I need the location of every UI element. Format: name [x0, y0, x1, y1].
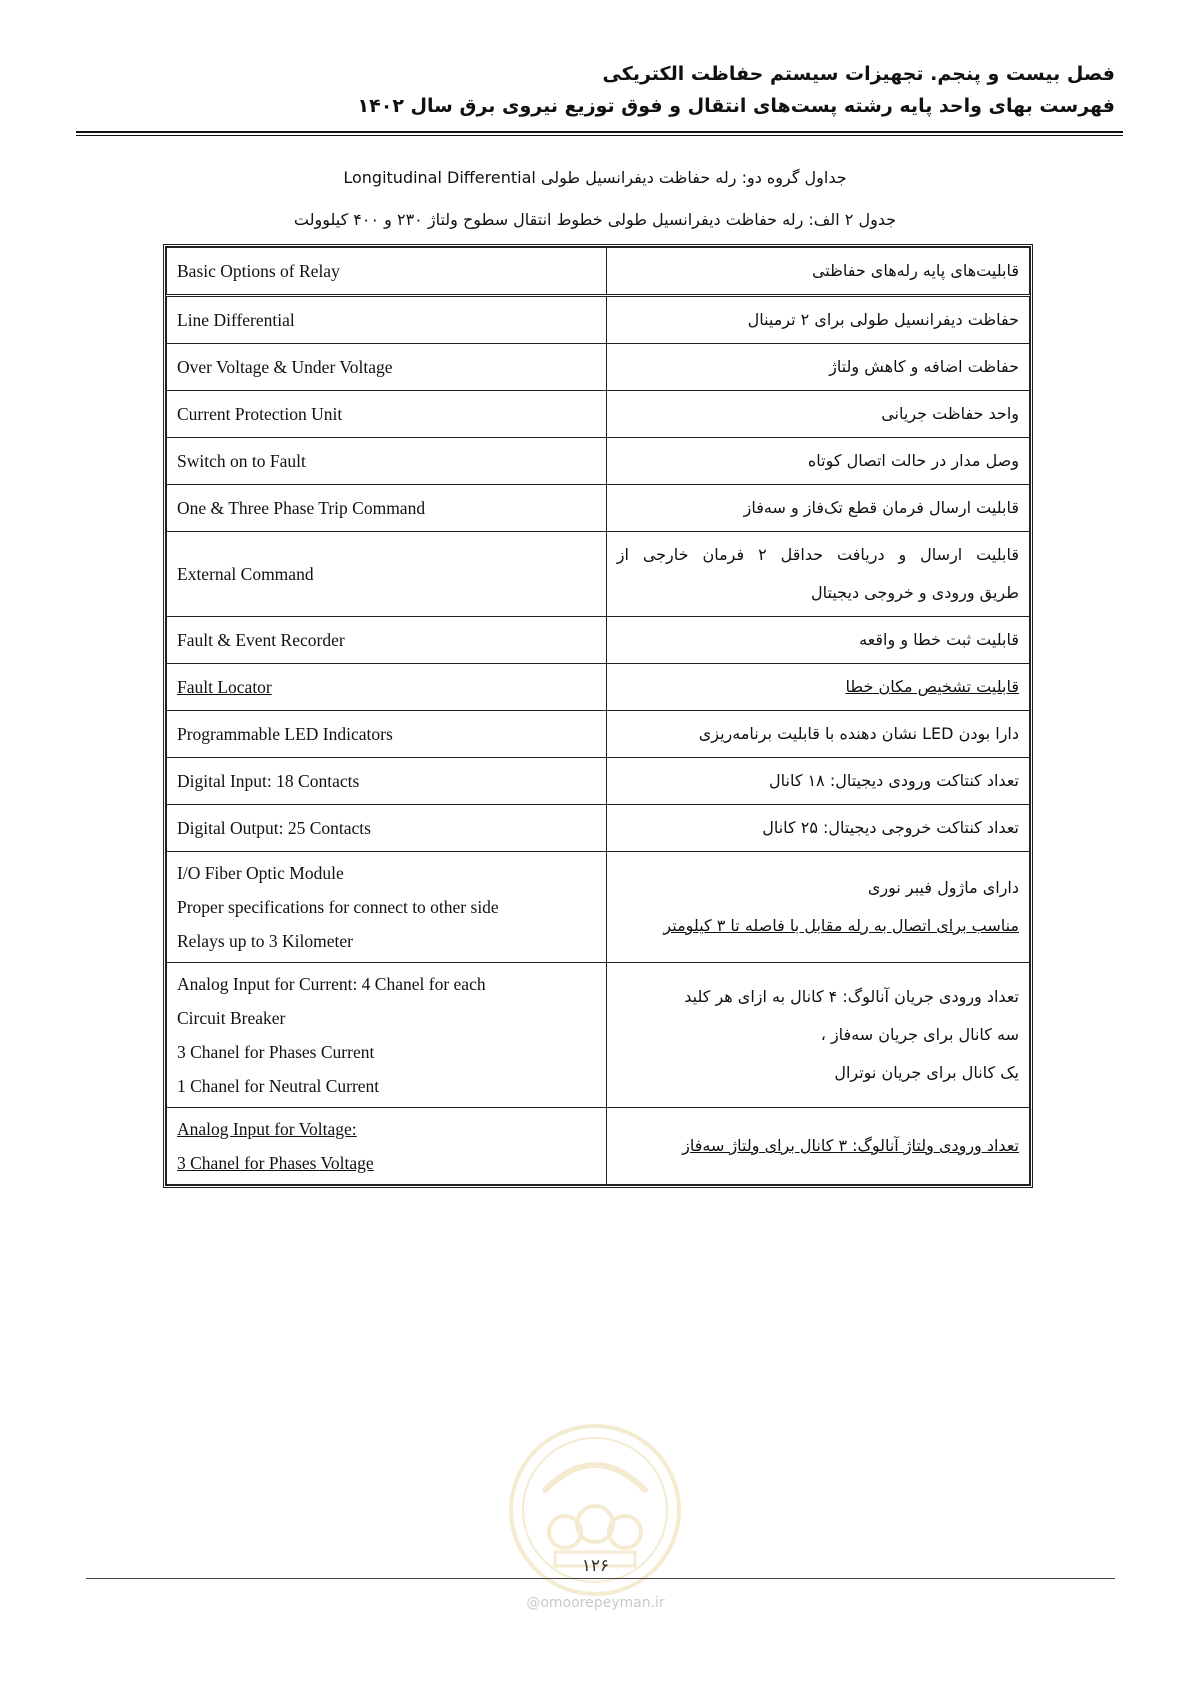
- persian-cell: حفاظت اضافه و کاهش ولتاژ: [606, 344, 1029, 391]
- table-row: [167, 532, 1030, 617]
- english-cell: Basic Options of Relay: [167, 248, 607, 296]
- english-cell: Fault Locator: [167, 664, 607, 711]
- persian-cell: قابلیت ثبت خطا و واقعه: [606, 617, 1029, 664]
- page-header: [65, 58, 1115, 122]
- english-cell: I/O Fiber Optic Module Proper specifications for connect to other side Relays up to 3 Kilometer: [167, 852, 607, 963]
- english-cell: Switch on to Fault: [167, 438, 607, 485]
- persian-cell: دارا بودن LED نشان دهنده با قابلیت برنامه‌ریزی: [606, 711, 1029, 758]
- table-row: [167, 711, 1030, 758]
- page-number: ۱۲۶: [581, 1556, 610, 1576]
- table-row: [167, 391, 1030, 438]
- chapter-title: فصل بیست و پنجم. تجهیزات سیستم حفاظت الکتریکی: [602, 63, 1115, 85]
- english-cell: One & Three Phase Trip Command: [167, 485, 607, 532]
- persian-cell: وصل مدار در حالت اتصال کوتاه: [606, 438, 1029, 485]
- english-cell: Over Voltage & Under Voltage: [167, 344, 607, 391]
- table-row: [167, 758, 1030, 805]
- english-cell: External Command: [167, 532, 607, 617]
- english-cell: Analog Input for Voltage: 3 Chanel for Phases Voltage: [167, 1108, 607, 1185]
- persian-cell: تعداد کنتاکت خروجی دیجیتال: ۲۵ کانال: [606, 805, 1029, 852]
- english-cell: Digital Output: 25 Contacts: [167, 805, 607, 852]
- document-title: فهرست بهای واحد پایه رشته پست‌های انتقال و فوق توزیع نیروی برق سال ۱۴۰۲: [357, 95, 1115, 117]
- header-divider-thin: [76, 135, 1123, 136]
- persian-cell: تعداد کنتاکت ورودی دیجیتال: ۱۸ کانال: [606, 758, 1029, 805]
- persian-cell: تعداد ورودی ولتاژ آنالوگ: ۳ کانال برای ولتاژ سه‌فاز: [606, 1108, 1029, 1185]
- persian-cell: قابلیت تشخیص مکان خطا: [606, 664, 1029, 711]
- english-cell: Digital Input: 18 Contacts: [167, 758, 607, 805]
- group-caption: جداول گروه دو: رله حفاظت دیفرانسیل طولی Longitudinal Differential: [343, 168, 847, 187]
- table-row: [167, 805, 1030, 852]
- persian-cell: تعداد ورودی جریان آنالوگ: ۴ کانال به ازای هر کلید سه کانال برای جریان سه‌فاز ، یک کانال برای جریان نوترال: [606, 963, 1029, 1108]
- table-row: [167, 296, 1030, 344]
- english-cell: Current Protection Unit: [167, 391, 607, 438]
- persian-cell: قابلیت‌های پایه رله‌های حفاظتی: [606, 248, 1029, 296]
- english-cell: Line Differential: [167, 296, 607, 344]
- english-cell: Fault & Event Recorder: [167, 617, 607, 664]
- english-cell: Analog Input for Current: 4 Chanel for each Circuit Breaker 3 Chanel for Phases Current 1 Chanel for Neutral Current: [167, 963, 607, 1108]
- persian-cell: واحد حفاظت جریانی: [606, 391, 1029, 438]
- header-divider: [76, 131, 1123, 133]
- persian-cell: حفاظت دیفرانسیل طولی برای ۲ ترمینال: [606, 296, 1029, 344]
- table-row: [167, 963, 1030, 1108]
- table-row: [167, 344, 1030, 391]
- footer-divider: [86, 1578, 1115, 1579]
- table-row: [167, 485, 1030, 532]
- english-cell: Programmable LED Indicators: [167, 711, 607, 758]
- table-row: [167, 852, 1030, 963]
- persian-cell: قابلیت ارسال و دریافت حداقل ۲ فرمان خارجی از طریق ورودی و خروجی دیجیتال: [606, 532, 1029, 617]
- table-row: [167, 248, 1030, 296]
- table-row: [167, 664, 1030, 711]
- persian-cell: قابلیت ارسال فرمان قطع تک‌فاز و سه‌فاز: [606, 485, 1029, 532]
- table-row: [167, 1108, 1030, 1185]
- persian-cell: دارای ماژول فیبر نوری مناسب برای اتصال به رله مقابل با فاصله تا ۳ کیلومتر: [606, 852, 1029, 963]
- table-row: [167, 438, 1030, 485]
- table-row: [167, 617, 1030, 664]
- spec-table: [163, 244, 1033, 1188]
- table-caption: جدول ۲ الف: رله حفاظت دیفرانسیل طولی خطوط انتقال سطوح ولتاژ ۲۳۰ و ۴۰۰ کیلوولت: [293, 210, 897, 229]
- watermark-url: @omoorepeyman.ir: [526, 1595, 665, 1611]
